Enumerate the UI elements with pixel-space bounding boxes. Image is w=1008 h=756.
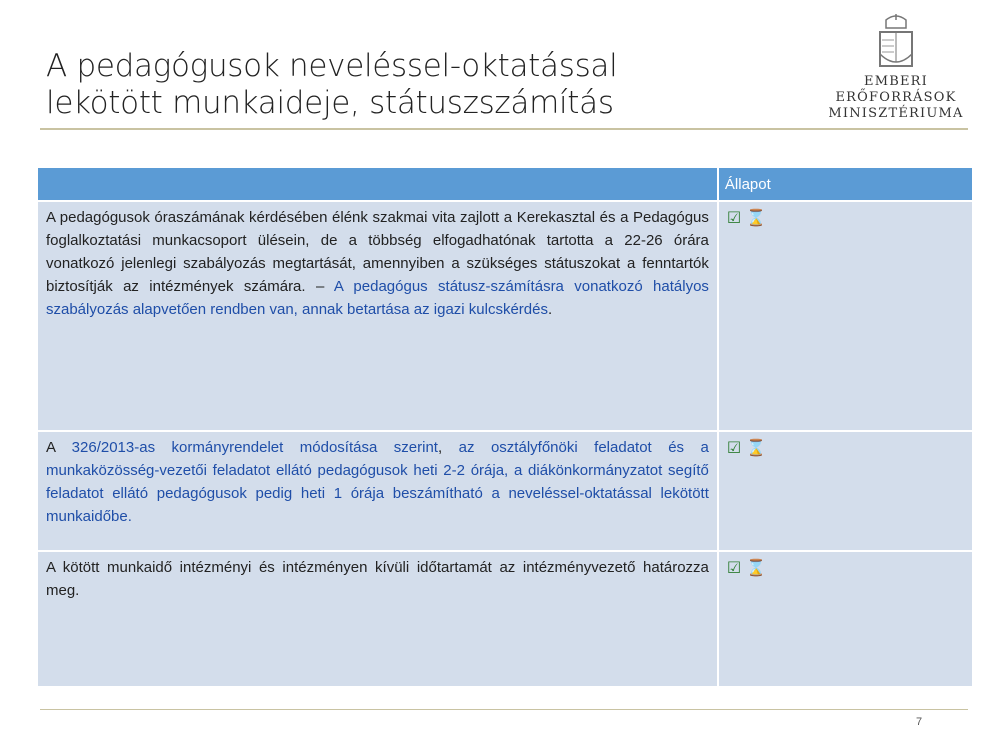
checkbox-checked-icon: ☑ — [726, 438, 742, 457]
row1-highlight-text: A pedagógus státusz-számításra vonatkozó hatályos szabályozás alapvetően rendben van, annak betartása az igazi kulcskérdés — [46, 278, 709, 318]
slide-title-line2: lekötött munkaideje, státuszszámítás — [46, 85, 614, 121]
table-row — [38, 552, 972, 686]
status-table — [36, 166, 974, 688]
table-row — [38, 432, 972, 550]
checkbox-checked-icon: ☑ — [726, 558, 742, 577]
hourglass-icon: ⌛ — [746, 438, 767, 457]
row3-plain-text: A kötött munkaidő intézményi és intézményen kívüli időtartamát az intézményvezető határozza meg. — [46, 559, 709, 599]
row1-end-text: . — [547, 301, 553, 318]
row2-highlight1-text: 326/2013-as kormányrendelet módosítása szerint — [71, 439, 438, 456]
table-header-status-col: Állapot — [719, 168, 972, 200]
title-divider — [40, 128, 968, 130]
hourglass-icon: ⌛ — [746, 208, 767, 227]
footer-divider — [40, 709, 968, 710]
row2-status — [719, 432, 972, 550]
row2-highlight2-text: az osztályfőnöki feladatot és a munkaközösség-vezetői feladatot ellátó pedagógusok heti 2-2 órája, a diákönkormányzatot segítő feladatot ellátó pedagógusok pedig heti 1 órája beszámítható a neveléssel-oktatással lekötött munkaidőbe. — [46, 439, 709, 525]
coat-of-arms-icon — [874, 14, 918, 74]
row2-text — [38, 432, 717, 550]
slide-title-line1: A pedagógusok neveléssel-oktatással — [46, 48, 618, 84]
row1-text — [38, 202, 717, 430]
slide-title — [46, 48, 617, 122]
table-header-text-col — [38, 168, 717, 200]
row2-start-text: A — [46, 439, 72, 456]
logo-text-line1: EMBERI ERŐFORRÁSOK — [835, 74, 957, 105]
table-header-row — [38, 168, 972, 200]
row3-status — [719, 552, 972, 686]
row1-plain-text: A pedagógusok óraszámának kérdésében élénk szakmai vita zajlott a Kerekasztal és a Pedagógus foglalkoztatási munkacsoport ülésein, de a többség elfogadhatónak tartotta a 22-26 órára vonatkozó jelenlegi szabályozás megtartását, amennyiben a szükséges státuszokat a fenntartók biztosítják az intézmények számára. – — [46, 209, 709, 295]
row1-status — [719, 202, 972, 430]
table-row — [38, 202, 972, 430]
checkbox-checked-icon: ☑ — [726, 208, 742, 227]
row2-mid-text: , — [437, 439, 459, 456]
page-number: 7 — [916, 716, 923, 728]
row3-text — [38, 552, 717, 686]
ministry-logo — [816, 14, 976, 121]
hourglass-icon: ⌛ — [746, 558, 767, 577]
logo-text-line2: MINISZTÉRIUMA — [828, 106, 964, 121]
